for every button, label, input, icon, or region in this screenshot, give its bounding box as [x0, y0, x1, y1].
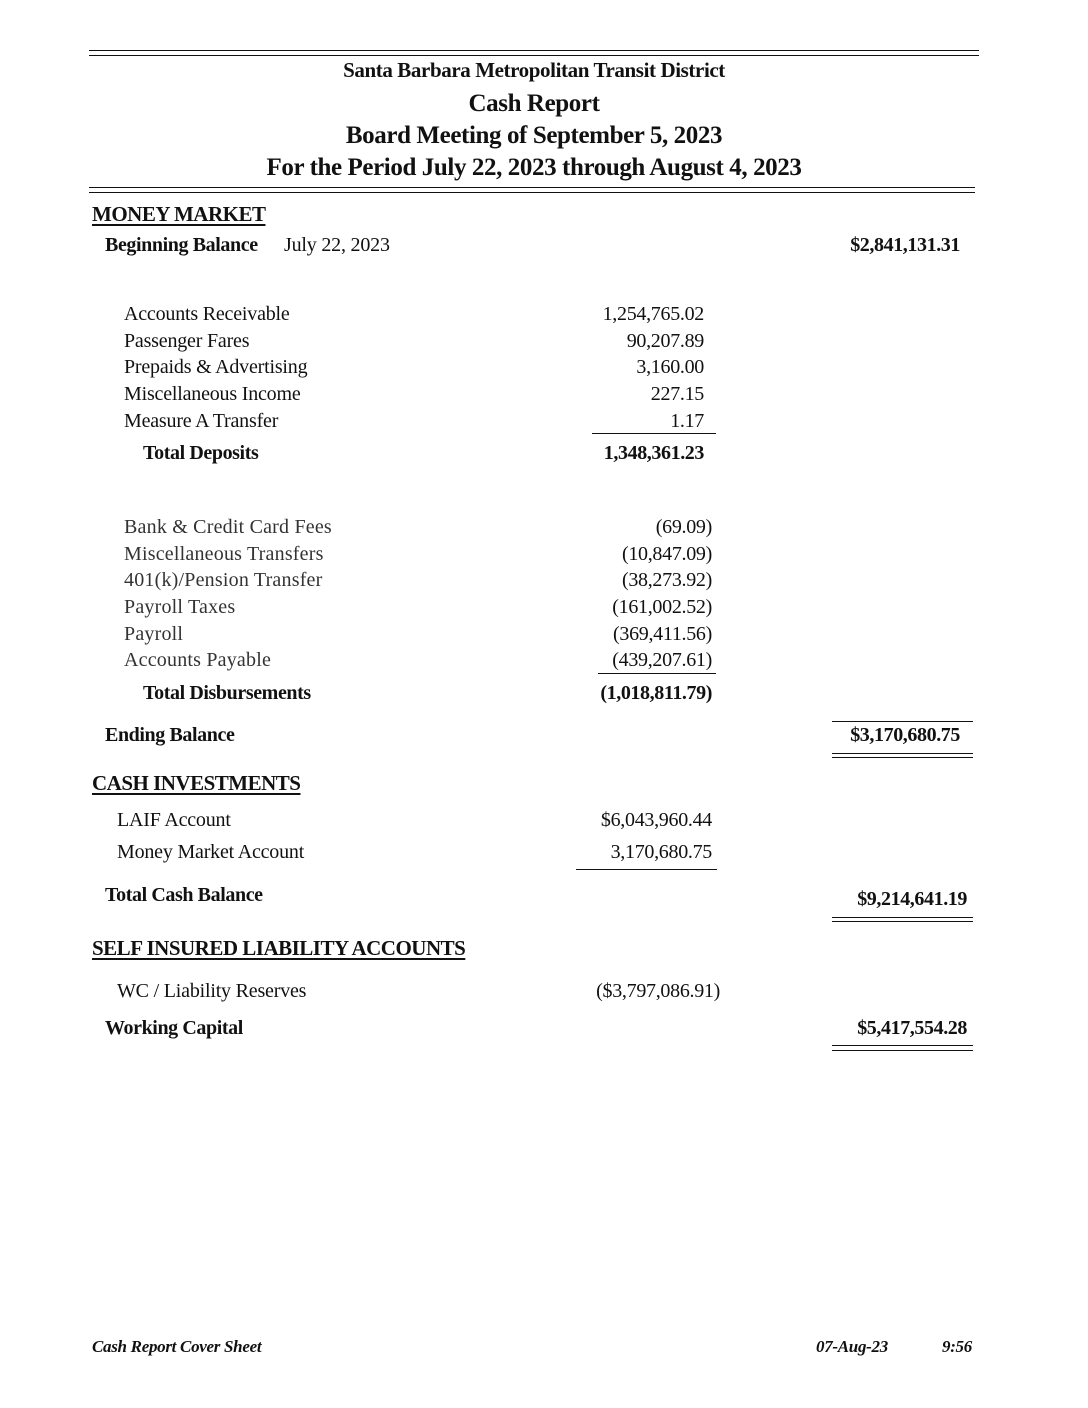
- investment-label: LAIF Account: [117, 809, 231, 831]
- deposit-value: 1,254,765.02: [602, 303, 704, 325]
- disbursement-label: Accounts Payable: [124, 649, 272, 671]
- disbursement-label: Bank & Credit Card Fees: [124, 516, 332, 538]
- deposit-label: Passenger Fares: [124, 330, 250, 352]
- self-insured-heading: SELF INSURED LIABILITY ACCOUNTS: [92, 936, 466, 960]
- beginning-balance-value: $2,841,131.31: [850, 234, 960, 256]
- ending-balance-value: $3,170,680.75: [850, 724, 960, 746]
- footer-date: 07-Aug-23: [816, 1337, 888, 1356]
- meeting-date: Board Meeting of September 5, 2023: [345, 122, 723, 149]
- header-rule-1: [89, 187, 975, 188]
- deposit-value: 227.15: [650, 383, 704, 405]
- total-disbursements-value: (1,018,811.79): [600, 682, 712, 704]
- disbursement-value: (439,207.61): [612, 649, 712, 671]
- total-deposits-value: 1,348,361.23: [603, 442, 704, 464]
- reserves-label: WC / Liability Reserves: [117, 980, 307, 1002]
- money-market-heading: MONEY MARKET: [92, 202, 266, 226]
- reserves-value: ($3,797,086.91): [596, 980, 720, 1002]
- working-capital-double-rule-1: [832, 1045, 973, 1046]
- total-cash-double-rule-2: [832, 921, 973, 922]
- disbursements-subtotal-rule: [598, 673, 716, 674]
- cash-investments-heading: CASH INVESTMENTS: [92, 771, 301, 795]
- ending-balance-top-rule: [832, 721, 973, 722]
- disbursement-label: Miscellaneous Transfers: [124, 543, 324, 565]
- deposit-label: Measure A Transfer: [124, 410, 279, 432]
- total-cash-balance-label: Total Cash Balance: [105, 884, 263, 906]
- deposit-value: 1.17: [670, 410, 704, 432]
- report-title: Cash Report: [468, 90, 600, 117]
- ending-balance-label: Ending Balance: [105, 724, 235, 746]
- disbursement-label: Payroll Taxes: [124, 596, 236, 618]
- disbursement-value: (369,411.56): [613, 623, 712, 645]
- disbursement-value: (161,002.52): [612, 596, 712, 618]
- ending-balance-double-rule-2: [832, 757, 973, 758]
- deposit-label: Prepaids & Advertising: [124, 356, 308, 378]
- total-deposits-label: Total Deposits: [143, 442, 259, 464]
- top-rule-2: [89, 55, 979, 56]
- disbursement-label: 401(k)/Pension Transfer: [124, 569, 323, 591]
- disbursement-value: (10,847.09): [621, 543, 712, 565]
- investment-value: 3,170,680.75: [610, 841, 712, 863]
- ending-balance-double-rule-1: [832, 753, 973, 754]
- deposit-label: Accounts Receivable: [124, 303, 290, 325]
- organization-name: Santa Barbara Metropolitan Transit District: [343, 58, 725, 82]
- deposit-label: Miscellaneous Income: [124, 383, 301, 405]
- disbursement-label: Payroll: [124, 623, 184, 645]
- investment-label: Money Market Account: [117, 841, 305, 863]
- deposit-value: 90,207.89: [626, 330, 704, 352]
- working-capital-label: Working Capital: [105, 1017, 243, 1039]
- beginning-balance-date: July 22, 2023: [284, 234, 390, 256]
- total-disbursements-label: Total Disbursements: [143, 682, 311, 704]
- investments-subtotal-rule: [576, 869, 717, 870]
- deposit-value: 3,160.00: [636, 356, 704, 378]
- working-capital-double-rule-2: [832, 1050, 973, 1051]
- total-cash-balance-value: $9,214,641.19: [857, 888, 967, 910]
- header-rule-2: [89, 192, 975, 193]
- disbursement-value: (38,273.92): [621, 569, 712, 591]
- total-cash-double-rule-1: [832, 917, 973, 918]
- beginning-balance-label: Beginning Balance: [105, 234, 258, 256]
- footer-title: Cash Report Cover Sheet: [92, 1337, 262, 1356]
- working-capital-value: $5,417,554.28: [857, 1017, 967, 1039]
- investment-value: $6,043,960.44: [600, 809, 712, 831]
- top-rule-1: [89, 50, 979, 51]
- deposits-subtotal-rule: [592, 433, 716, 434]
- disbursement-value: (69.09): [655, 516, 712, 538]
- report-period: For the Period July 22, 2023 through August 4, 2023: [266, 154, 802, 181]
- footer-time: 9:56: [942, 1337, 972, 1356]
